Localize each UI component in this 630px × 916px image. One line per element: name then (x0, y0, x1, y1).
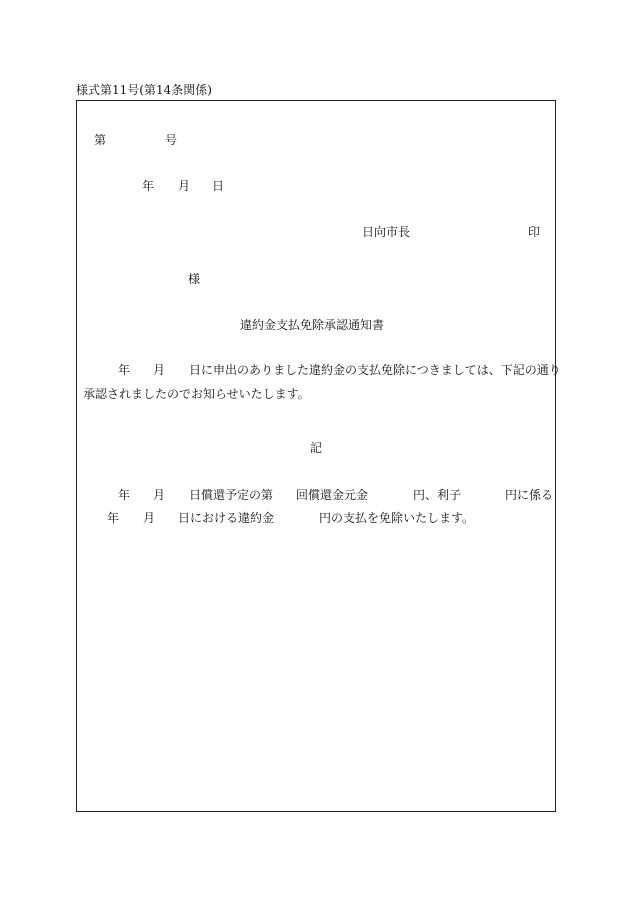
detail-month2: 月 (143, 511, 156, 525)
addressee-suffix: 様 (188, 272, 201, 286)
seal-mark: 印 (528, 225, 541, 239)
detail-year1: 年 (118, 488, 131, 502)
date-day: 日 (212, 179, 225, 193)
doc-number-prefix: 第 (94, 133, 107, 147)
form-frame (76, 100, 556, 812)
detail-yen-rishi: 円、利子 (413, 488, 462, 502)
form-number-label: 様式第11号(第14条関係) (76, 83, 212, 97)
body-year: 年 (118, 363, 131, 377)
ki-heading: 記 (310, 441, 323, 455)
detail-day2: 日における違約金 (178, 511, 275, 525)
detail-yen-kakaru: 円に係る (505, 488, 554, 502)
doc-number-suffix: 号 (165, 133, 178, 147)
body-month: 月 (153, 363, 166, 377)
detail-month1: 月 (153, 488, 166, 502)
issuer-name: 日向市長 (362, 225, 411, 239)
date-month: 月 (178, 179, 191, 193)
body-line1-text: 日に申出のありました違約金の支払免除につきましては、下記の通り (189, 363, 561, 377)
detail-yen-end: 円の支払を免除いたします。 (319, 511, 475, 525)
detail-kai: 回償還金元金 (296, 488, 369, 502)
detail-day1: 日償還予定の第 (189, 488, 274, 502)
date-year: 年 (142, 179, 155, 193)
document-title: 違約金支払免除承認通知書 (240, 318, 385, 332)
detail-year2: 年 (107, 511, 120, 525)
body-line2-text: 承認されましたのでお知らせいたします。 (83, 387, 310, 401)
